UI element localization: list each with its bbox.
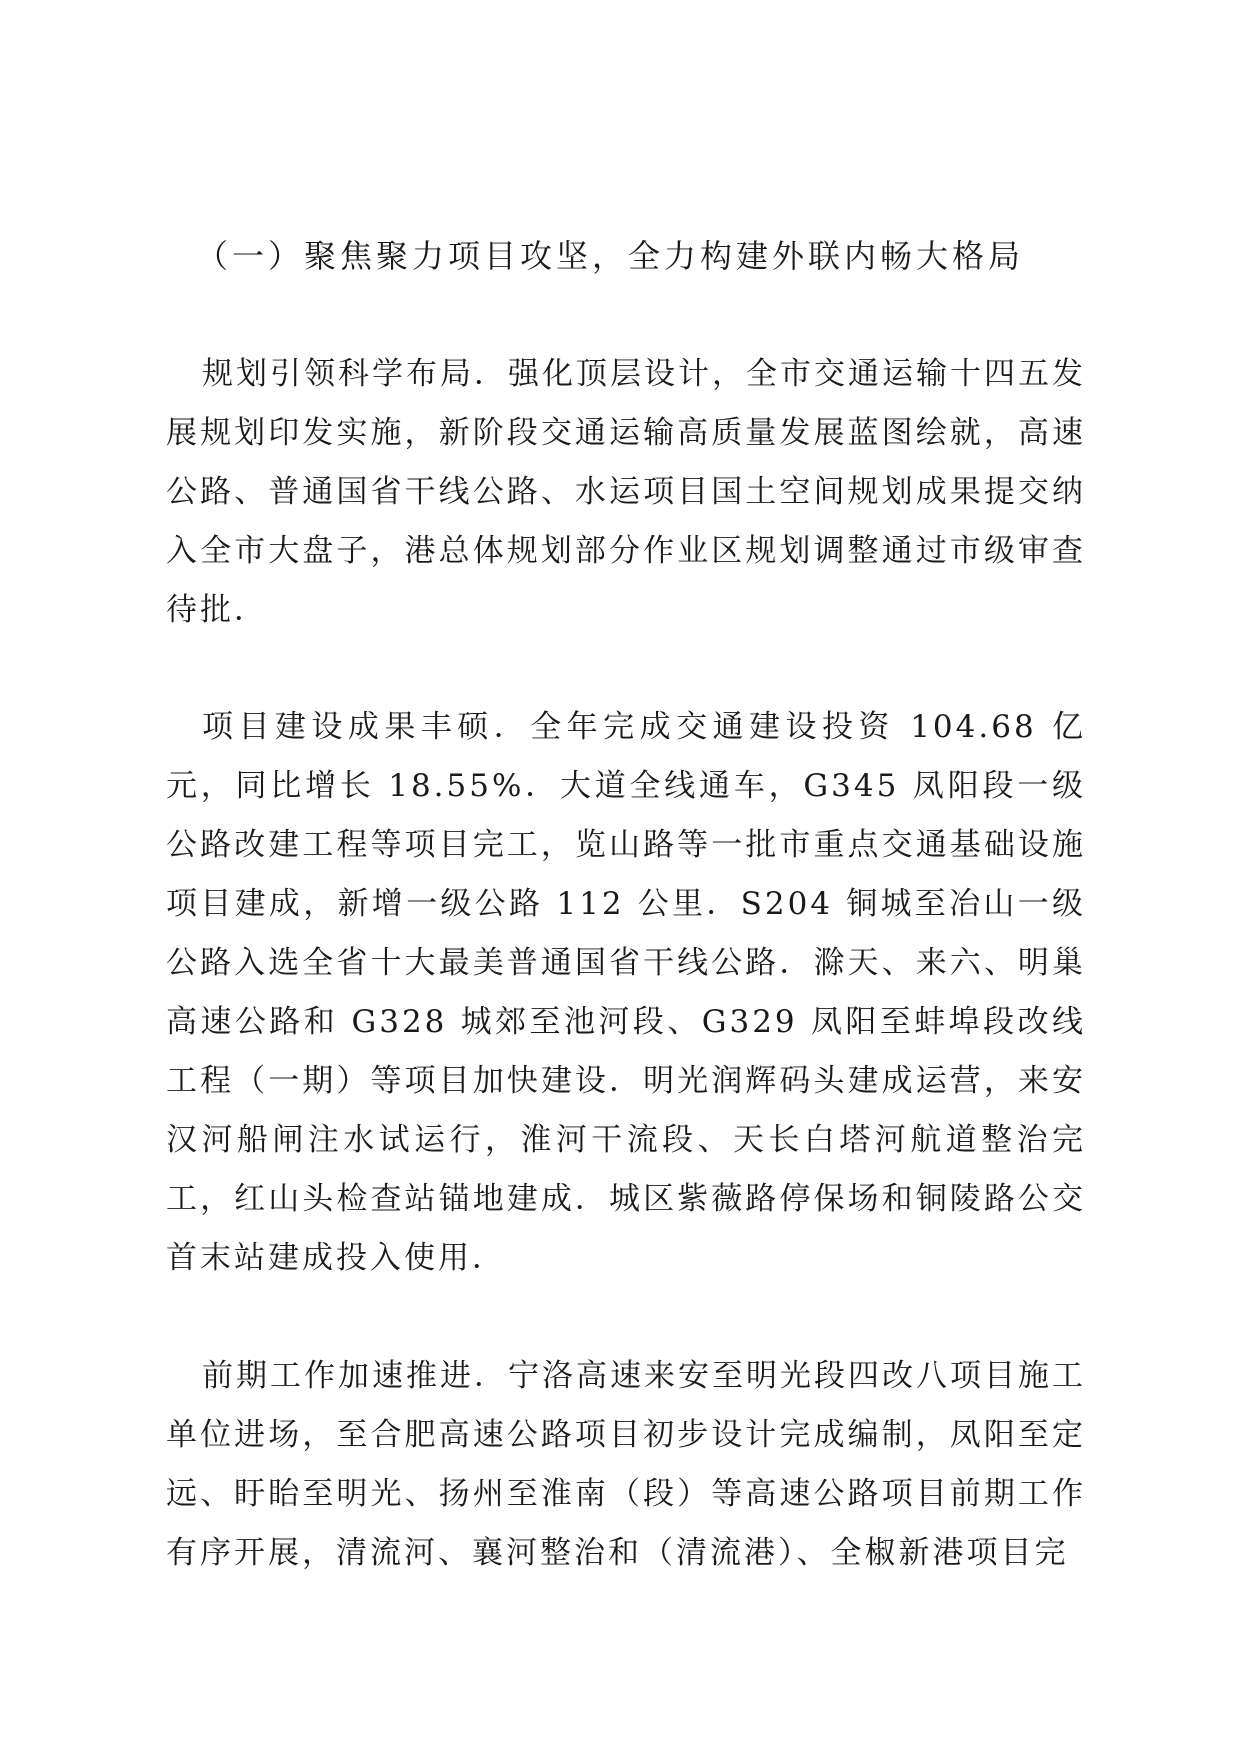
paragraph-planning: 规划引领科学布局．强化顶层设计，全市交通运输十四五发展规划印发实施，新阶段交通运输高质量发展蓝图绘就，高速公路、普通国省干线公路、水运项目国土空间规划成果提交纳入全市大盘子，港总体规划部分作业区规划调整通过市级审查待批． [166, 356, 1086, 628]
section-heading: （一）聚焦聚力项目攻坚，全力构建外联内畅大格局 [196, 237, 1025, 275]
paragraph-project-construction: 项目建设成果丰硕．全年完成交通建设投资 104.68 亿元，同比增长 18.55%．大道全线通车，G345 凤阳段一级公路改建工程等项目完工，览山路等一批市重点交通基础设施项目建成，新增一级公路 112 公里．S204 铜城至冶山一级公路入选全省十大最美普通国省干线公路．滁天、来六、明巢高速公路和 G328 城郊至池河段、G329 凤阳至蚌埠段改线工程（一期）等项目加快建设．明光润辉码头建成运营，来安汉河船闸注水试运行，淮河干流段、天长白塔河航道整治完工，红山头检查站锚地建成．城区紫薇路停保场和铜陵路公交首末站建成投入使用． [166, 709, 1086, 1276]
paragraph-preliminary-work: 前期工作加速推进．宁洛高速来安至明光段四改八项目施工单位进场，至合肥高速公路项目初步设计完成编制，凤阳至定远、盱眙至明光、扬州至淮南（段）等高速公路项目前期工作有序开展，清流河、襄河整治和（清流港）、全椒新港项目完 [166, 1358, 1086, 1571]
